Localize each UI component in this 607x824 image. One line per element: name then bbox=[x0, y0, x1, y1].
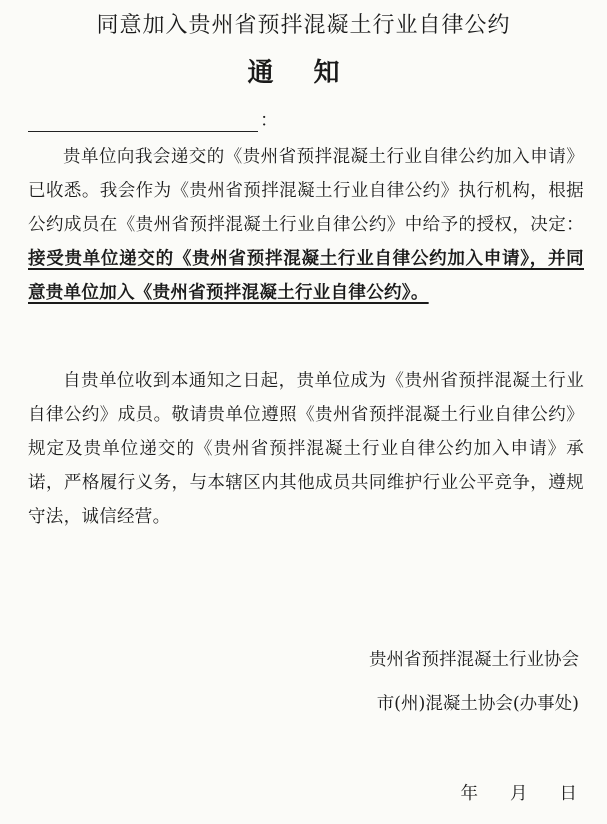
date-line bbox=[461, 780, 578, 805]
addressee-blank bbox=[28, 113, 258, 132]
paragraph-acceptance-emphasis: 接受贵单位递交的《贵州省预拌混凝土行业自律公约加入申请》，并同意贵单位加入《贵州省预拌混凝土行业自律公约》。 bbox=[28, 249, 584, 303]
document-subtitle: 通知 bbox=[247, 58, 380, 88]
signature-association: 贵州省预拌混凝土行业协会 bbox=[369, 650, 579, 670]
paragraph-acceptance bbox=[28, 140, 584, 310]
paragraph-membership: 自贵单位收到本通知之日起，贵单位成为《贵州省预拌混凝土行业自律公约》成员。敬请贵单位遵照《贵州省预拌混凝土行业自律公约》规定及贵单位递交的《贵州省预拌混凝土行业自律公约加入申请》承诺，严格履行义务，与本辖区内其他成员共同维护行业公平竞争，遵规守法，诚信经营。 bbox=[28, 371, 584, 527]
date-year: 年 bbox=[460, 784, 478, 804]
document-title: 同意加入贵州省预拌混凝土行业自律公约 bbox=[96, 13, 511, 38]
paragraph-acceptance-text: 贵单位向我会递交的《贵州省预拌混凝土行业自律公约加入申请》已收悉。我会作为《贵州省预拌混凝土行业自律公约》执行机构，根据公约成员在《贵州省预拌混凝土行业自律公约》中给予的授权，决定： bbox=[28, 147, 584, 235]
date-month: 月 bbox=[510, 784, 528, 804]
addressee-colon: ： bbox=[260, 110, 278, 131]
date-day: 日 bbox=[559, 784, 577, 804]
addressee-line bbox=[28, 106, 278, 132]
signature-city-association: 市(州)混凝土协会(办事处) bbox=[376, 694, 579, 714]
